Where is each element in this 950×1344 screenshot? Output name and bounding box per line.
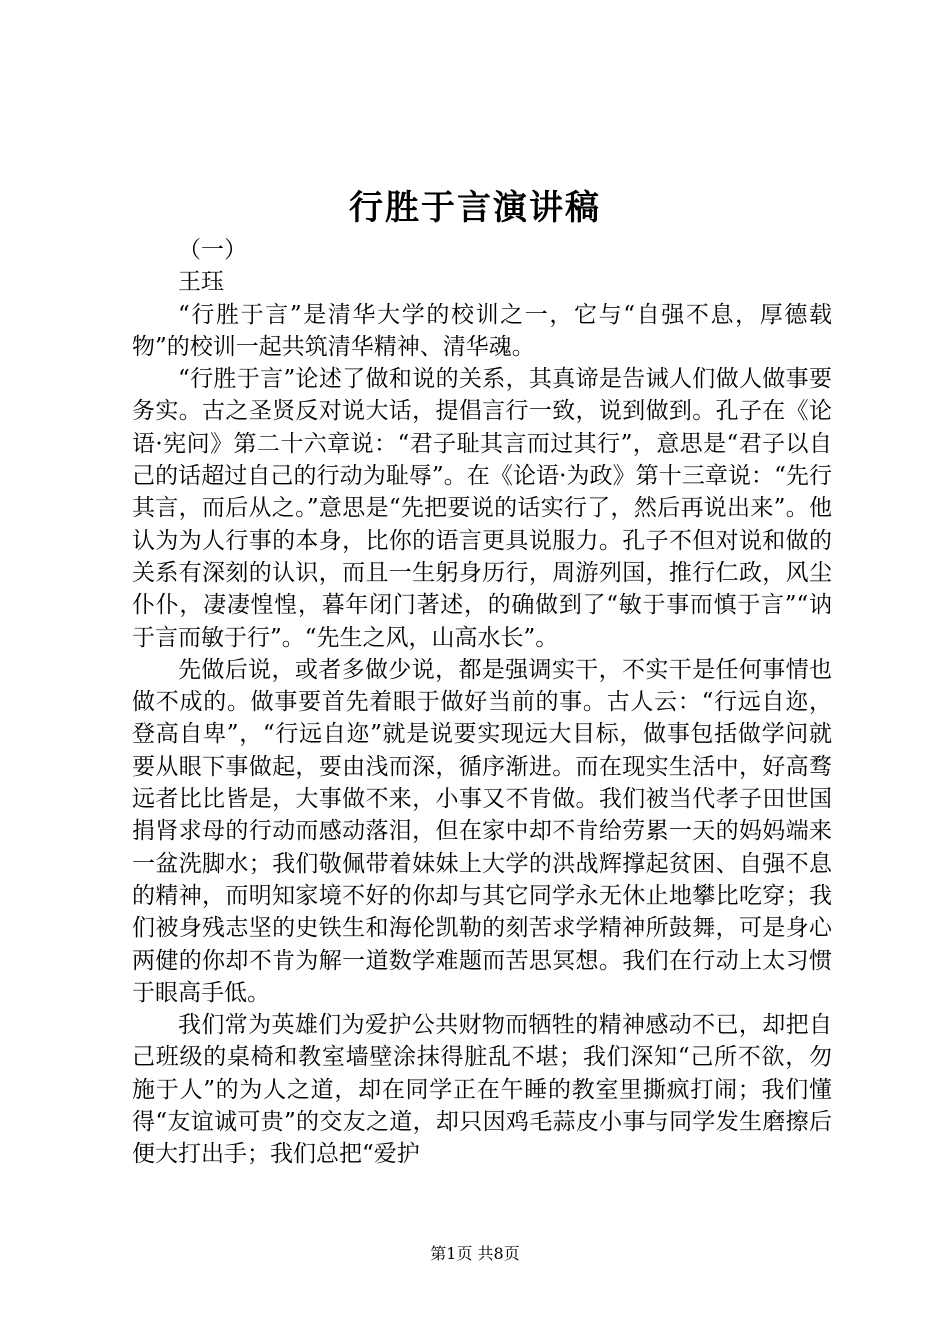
- paragraph: “行胜于言”论述了做和说的关系，其真谛是告诫人们做人做事要务实。古之圣贤反对说大话，提倡言行一致，说到做到。孔子在《论语·宪问》第二十六章说：“君子耻其言而过其行”，意思是“君子以自己的话超过自己的行动为耻辱”。在《论语·为政》第十三章说：“先行其言，而后从之。”意思是“先把要说的话实行了，然后再说出来”。他认为为人行事的本身，比你的语言更具说服力。孔子不但对说和做的关系有深刻的认识，而且一生躬身历行，周游列国，推行仁政，风尘仆仆，凄凄惶惶，暮年闭门著述，的确做到了“敏于事而慎于言”“讷于言而敏于行”。“先生之风，山高水长”。: [132, 366, 832, 651]
- paragraph: 先做后说，或者多做少说，都是强调实干，不实干是任何事情也做不成的。做事要首先着眼于做好当前的事。古人云：“行远自迩，登高自卑”，“行远自迩”就是说要实现远大目标，做事包括做学问就要从眼下事做起，要由浅而深，循序渐进。而在现实生活中，好高骛远者比比皆是，大事做不来，小事又不肯做。我们被当代孝子田世国捐肾求母的行动而感动落泪，但在家中却不肯给劳累一天的妈妈端来一盆洗脚水；我们敬佩带着妹妹上大学的洪战辉撑起贫困、自强不息的精神，而明知家境不好的你却与其它同学永无休止地攀比吃穿；我们被身残志坚的史铁生和海伦凯勒的刻苦求学精神所鼓舞，可是身心两健的你却不肯为解一道数学难题而苦思冥想。我们在行动上太习惯于眼高手低。: [132, 656, 832, 1006]
- paragraph: “行胜于言”是清华大学的校训之一，它与“自强不息，厚德载物”的校训一起共筑清华精神、清华魂。: [132, 301, 832, 360]
- paragraph: 我们常为英雄们为爱护公共财物而牺牲的精神感动不已，却把自己班级的桌椅和教室墙壁涂抹得脏乱不堪；我们深知“己所不欲，勿施于人”的为人之道，却在同学正在午睡的教室里撕疯打闹；我们懂得“友谊诚可贵”的交友之道，却只因鸡毛蒜皮小事与同学发生磨擦后便大打出手；我们总把“爱护: [132, 1012, 832, 1168]
- section-label: （一）: [178, 237, 247, 263]
- author-name: 王珏: [178, 269, 224, 296]
- document-title: 行胜于言演讲稿: [349, 188, 601, 228]
- page-footer: 第1页 共8页: [430, 1244, 520, 1263]
- document-body: [132, 234, 832, 1171]
